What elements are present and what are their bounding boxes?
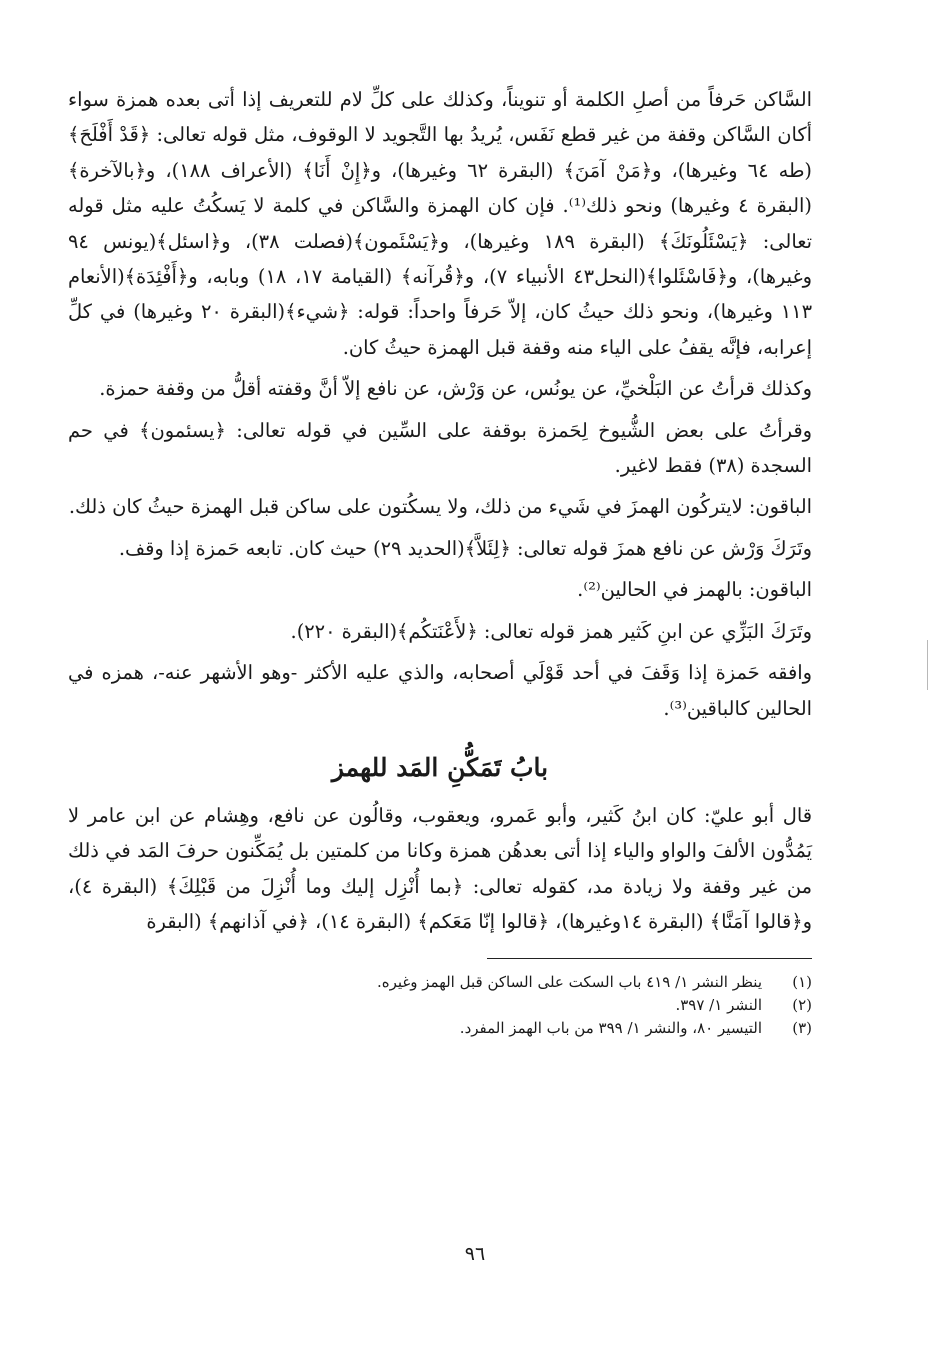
footnote-2 bbox=[68, 994, 812, 1017]
main-text bbox=[68, 82, 812, 940]
page-number: ٩٦ bbox=[464, 1243, 486, 1265]
footnote-number: (١) bbox=[792, 972, 812, 991]
footnote-number: (٣) bbox=[792, 1018, 812, 1037]
footnote-1 bbox=[68, 971, 812, 994]
footnote-separator bbox=[487, 958, 812, 959]
paragraph-4: الباقون: لايتركُون الهمزَ في شَيء من ذلك، ولا يسكُتون على ساكن قبل الهمزة حيثُ كان ذلك. bbox=[68, 495, 812, 519]
paragraph-5: وتَرَكَ وَرْش عن نافع همزَ قوله تعالى: ﴿لِئَلاَّ﴾(الحديد ٢٩) حيث كان. تابعه حَمزة إذا وقف. bbox=[118, 536, 812, 560]
footnote-3 bbox=[68, 1017, 812, 1040]
paragraph-3: وقرأتُ على بعض الشُّيوخ لِحَمزة بوقفة على السِّين في قوله تعالى: ﴿يسئمون﴾ في حم السجدة (٣٨) فقط لاغير. bbox=[68, 418, 812, 478]
paragraph-2: وكذلك قرأتُ عن البَلْخيِّ، عن يونُس، عن وَرْش، عن نافع إلاّ أنَّ وقفته أقلُّ من وقفة حمزة. bbox=[99, 377, 812, 401]
footnote-text: ينظر النشر ١/ ٤١٩ باب السكت على الساكن قبل الهمز وغيره. bbox=[376, 972, 762, 991]
scan-artifact-line bbox=[927, 640, 928, 690]
footnote-text: النشر ١/ ٣٩٧. bbox=[675, 995, 762, 1014]
paragraph-8: وافقه حَمزة إذا وَقَفَ في أحد قَوْلَي أصحابه، والذي عليه الأكثر -وهو الأشهر عنه-، همزه في الحالين كالباقين⁽³⁾. bbox=[68, 661, 812, 720]
paragraph-7: وتَرَكَ البَزِّي عن ابنِ كَثير همز قوله تعالى: ﴿لأَعْنَتكُم﴾(البقرة ٢٢٠). bbox=[290, 619, 812, 643]
footnote-text: التيسير ٨٠، والنشر ١/ ٣٩٩ من باب الهمز المفرد. bbox=[459, 1018, 762, 1037]
document-page bbox=[68, 82, 812, 1312]
footnote-number: (٢) bbox=[792, 995, 812, 1014]
paragraph-6: الباقون: بالهمز في الحالين⁽²⁾. bbox=[577, 578, 812, 602]
section-paragraph: قال أبو عليّ: كان ابنُ كَثير، وأبو عَمرو، ويعقوب، وقالُون عن نافع، وهِشام عن ابن عامر لا يَمُدُّون الألفَ والواو والياء إذا أتى بعدهُن همزة وكانا من كلمتين بل يُمَكِّنون حرفَ المَد في ذلك من غير وقفة ولا زيادة مد، كقوله تعالى: ﴿بما أُنْزِل إليك وما أُنْزِلَ من قَبْلِكَ﴾ (البقرة ٤)، و﴿قالوا آمَنَّا﴾ (البقرة ١٤وغيرها)، ﴿قالوا إنّا مَعَكم﴾ (البقرة ١٤)، ﴿في آذانهم﴾ (البقرة bbox=[68, 803, 812, 934]
section-heading: بابُ تَمَكُّنِ المَد للهمز bbox=[331, 752, 549, 782]
footnotes bbox=[68, 971, 812, 1040]
paragraph-1: السَّاكن حَرفاً من أصلِ الكلمة أو تنويناً، وكذلك على كلِّ لام للتعريف إذا أتى بعده همزة سواء أكان السَّاكن وقفة من غير قطع نَفَس، يُريدُ بها التَّجويد لا الوقوف، مثل قوله تعالى: ﴿قَدْ أَفْلَحَ﴾(طه ٦٤ وغيرها)، و﴿مَنْ آمَنَ﴾ (البقرة ٦٢ وغيرها)، و﴿إِنْ أَنَا﴾ (الأعراف ١٨٨)، و﴿بالآخرة﴾ (البقرة ٤ وغيرها) ونحو ذلك⁽¹⁾. فإن كان الهمزة والسَّاكن في كلمة لا يَسكُتُ عليه مثل قوله تعالى: ﴿يَسْئَلُونَكَ﴾ (البقرة ١٨٩ وغيرها)، و﴿يَسْئَمون﴾(فصلت ٣٨)، و﴿اسئل﴾(يونس ٩٤ وغيرها)، و﴿فَاسْئَلوا﴾(النحل٤٣ الأنبياء ٧)، و﴿قُرآنه﴾ (القيامة ١٧، ١٨) وبابه، و﴿أَفْئِدَة﴾(الأنعام ١١٣ وغيرها)، ونحو ذلك حيثُ كان، إلاّ حَرفاً واحداً: قوله: ﴿شيء﴾(البقرة ٢٠ وغيرها) في كلِّ إعرابه، فإنَّه يقفُ على الياء منه وقفة قبل الهمزة حيثُ كان. bbox=[68, 88, 813, 359]
